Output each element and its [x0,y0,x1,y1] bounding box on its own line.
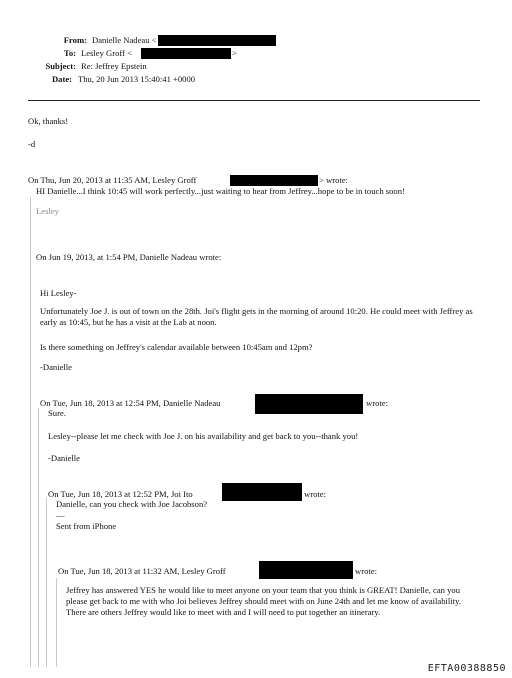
redaction-bar [141,48,231,59]
quote2-greeting: Hi Lesley- [40,288,77,298]
quote4-attribution: On Tue, Jun 18, 2013 at 12:52 PM, Joi Ito [48,489,193,499]
quote3-attribution-end: wrote: [366,398,388,408]
quote3-line: Sure. [48,408,66,418]
quote2-signoff: -Danielle [40,362,72,372]
quote4-sent: Sent from iPhone [56,521,117,531]
to-value-end: > [232,48,237,58]
redaction-bar [259,561,353,579]
quote1-attribution: On Thu, Jun 20, 2013 at 11:35 AM, Lesley Groff [28,175,197,185]
redaction-bar [230,175,318,186]
quote1-signature: Lesley [36,206,59,216]
date-value: Thu, 20 Jun 2013 15:40:41 +0000 [78,74,196,84]
quote1-attribution-end: > wrote: [319,175,348,185]
reply-signoff: -d [28,139,36,149]
bates-number: EFTA00388850 [427,663,506,674]
redaction-bar [255,394,363,414]
quote2-paragraph: Unfortunately Joe J. is out of town on the 28th. Joi's flight gets in the morning of around 10:20. He could meet with Jeffrey as early as 10:45, but he has a visit at the Lab at noon. [40,306,473,327]
to-value: Lesley Groff < [81,48,132,58]
quote2-question: Is there something on Jeffrey's calendar available between 10:45am and 12pm? [40,342,313,352]
quote-bar [46,498,47,667]
redaction-bar [222,483,302,501]
quote1-text: HI Danielle...I think 10:45 will work perfectly...just waiting to hear from Jeffrey...hope to be in touch soon! [36,186,405,196]
quote5-attribution-end: wrote: [355,566,377,576]
quote-bar [38,408,39,667]
quote4-attribution-end: wrote: [304,489,326,499]
quote2-attribution: On Jun 19, 2013, at 1:54 PM, Danielle Nadeau wrote: [36,252,222,262]
quote3-attribution: On Tue, Jun 18, 2013 at 12:54 PM, Danielle Nadeau [40,398,221,408]
header-divider [28,100,480,101]
quote4-line: Danielle, can you check with Joe Jacobson? [56,499,208,509]
from-label: From: [63,35,87,45]
subject-value: Re: Jeffrey Epstein [81,61,147,71]
from-value: Danielle Nadeau < [92,35,157,45]
quote-bar [30,197,31,667]
quote5-attribution: On Tue, Jun 18, 2013 at 11:32 AM, Lesley Groff [58,566,226,576]
quote3-signoff: -Danielle [48,453,80,463]
reply-line: Ok, thanks! [28,116,69,126]
subject-label: Subject: [45,61,76,71]
quote-bar [56,578,57,667]
date-label: Date: [51,74,72,84]
quote5-text: Jeffrey has answered YES he would like to meet anyone on your team that you think is GREAT! Danielle, can you please get back to me with who Joi believes Jeffrey should meet with on June 24th and let me know of availability. There are others Jeffrey would like to meet with and I will need to put together an itinerary. [66,585,461,617]
quote4-dash: — [56,510,65,520]
quote3-message: Lesley--please let me check with Joe J. on his availability and get back to you--thank you! [48,431,359,441]
redaction-bar [158,35,276,46]
to-label: To: [63,48,76,58]
